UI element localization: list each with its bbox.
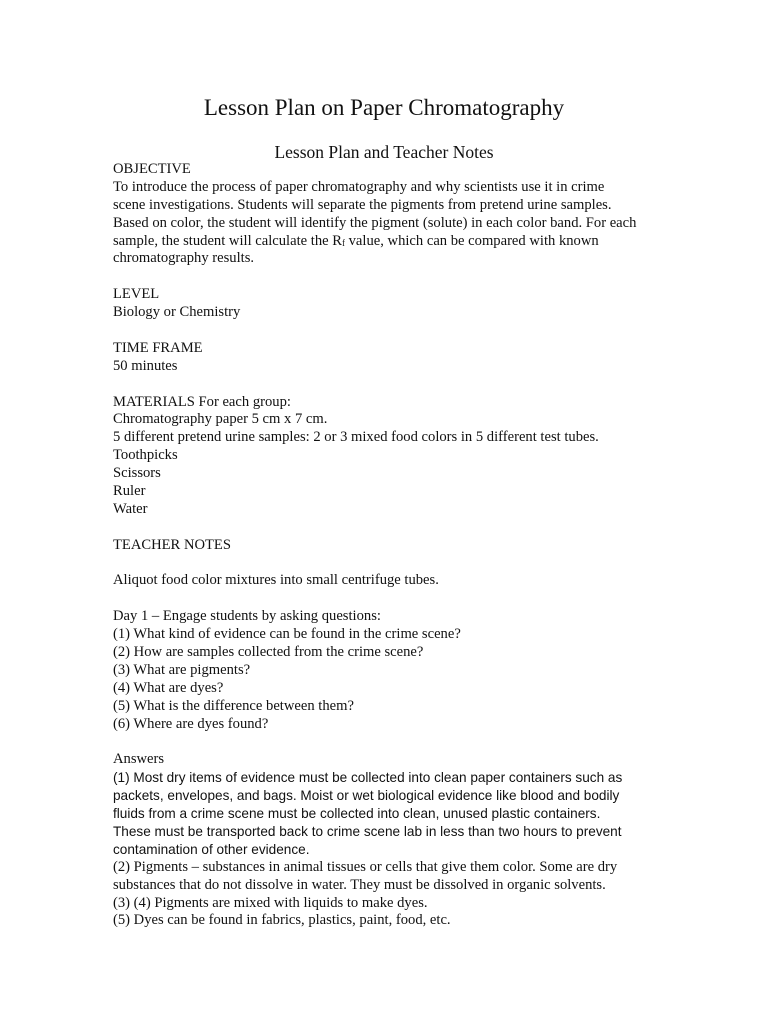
materials-section xyxy=(113,394,673,519)
answer-1-line: packets, envelopes, and bags. Moist or wet biological evidence like blood and bodily xyxy=(113,788,620,804)
objective-heading: OBJECTIVE xyxy=(113,161,191,177)
question-item: (1) What kind of evidence can be found in the crime scene? xyxy=(113,626,461,643)
level-value: Biology or Chemistry xyxy=(113,304,241,321)
rf-subscript: f xyxy=(341,237,345,248)
answers-rest xyxy=(113,859,673,931)
time-frame-section xyxy=(113,340,673,376)
materials-item: Water xyxy=(113,500,148,517)
objective-rf-before: sample, the student will calculate the R xyxy=(113,232,342,249)
materials-item: 5 different pretend urine samples: 2 or 3 mixed food colors in 5 different test tubes. xyxy=(113,429,599,446)
materials-heading: MATERIALS For each group: xyxy=(113,393,291,410)
question-item: (4) What are dyes? xyxy=(113,679,224,696)
answer-1-line: (1) Most dry items of evidence must be collected into clean paper containers such as xyxy=(113,770,623,786)
answer-1 xyxy=(113,769,673,858)
answer-1-line: fluids from a crime scene must be collected into clean, unused plastic containers. xyxy=(113,806,601,822)
materials-item: Chromatography paper 5 cm x 7 cm. xyxy=(113,411,328,428)
answers-section xyxy=(113,751,673,930)
objective-section xyxy=(113,161,673,268)
aliquot-note: Aliquot food color mixtures into small centrifuge tubes. xyxy=(113,572,439,589)
answer-2-line: substances that do not dissolve in water. They must be dissolved in organic solvents. xyxy=(113,876,606,893)
question-item: (6) Where are dyes found? xyxy=(113,715,269,732)
teacher-notes-heading: TEACHER NOTES xyxy=(113,536,231,553)
answer-3: (3) (4) Pigments are mixed with liquids to make dyes. xyxy=(113,894,428,911)
document-body xyxy=(113,161,673,930)
question-item: (2) How are samples collected from the crime scene? xyxy=(113,644,424,661)
document-subtitle: Lesson Plan and Teacher Notes xyxy=(274,142,494,162)
answer-2-line: (2) Pigments – substances in animal tissues or cells that give them color. Some are dry xyxy=(113,858,618,875)
answer-5: (5) Dyes can be found in fabrics, plastics, paint, food, etc. xyxy=(113,912,451,929)
materials-item: Ruler xyxy=(113,483,146,500)
objective-line: scene investigations. Students will separate the pigments from pretend urine samples. xyxy=(113,196,612,213)
level-heading: LEVEL xyxy=(113,286,160,303)
time-frame-heading: TIME FRAME xyxy=(113,339,203,356)
objective-line: To introduce the process of paper chromatography and why scientists use it in crime xyxy=(113,178,605,195)
objective-line: Based on color, the student will identify the pigment (solute) in each color band. For each xyxy=(113,214,637,231)
document-title: Lesson Plan on Paper Chromatography xyxy=(203,95,565,120)
answer-1-line: contamination of other evidence. xyxy=(113,841,310,857)
objective-rf-after: value, which can be compared with known xyxy=(344,232,599,249)
answers-heading: Answers xyxy=(113,751,165,768)
objective-rf-line xyxy=(113,233,673,251)
objective-line: chromatography results. xyxy=(113,250,255,267)
answer-1-line: These must be transported back to crime scene lab in less than two hours to prevent xyxy=(113,823,622,839)
question-item: (3) What are pigments? xyxy=(113,661,251,678)
day1-heading: Day 1 – Engage students by asking questions: xyxy=(113,608,381,625)
teacher-notes-section xyxy=(113,537,673,734)
level-section xyxy=(113,286,673,322)
time-frame-value: 50 minutes xyxy=(113,357,178,374)
question-item: (5) What is the difference between them? xyxy=(113,697,354,714)
materials-item: Scissors xyxy=(113,465,161,482)
materials-item: Toothpicks xyxy=(113,447,178,464)
